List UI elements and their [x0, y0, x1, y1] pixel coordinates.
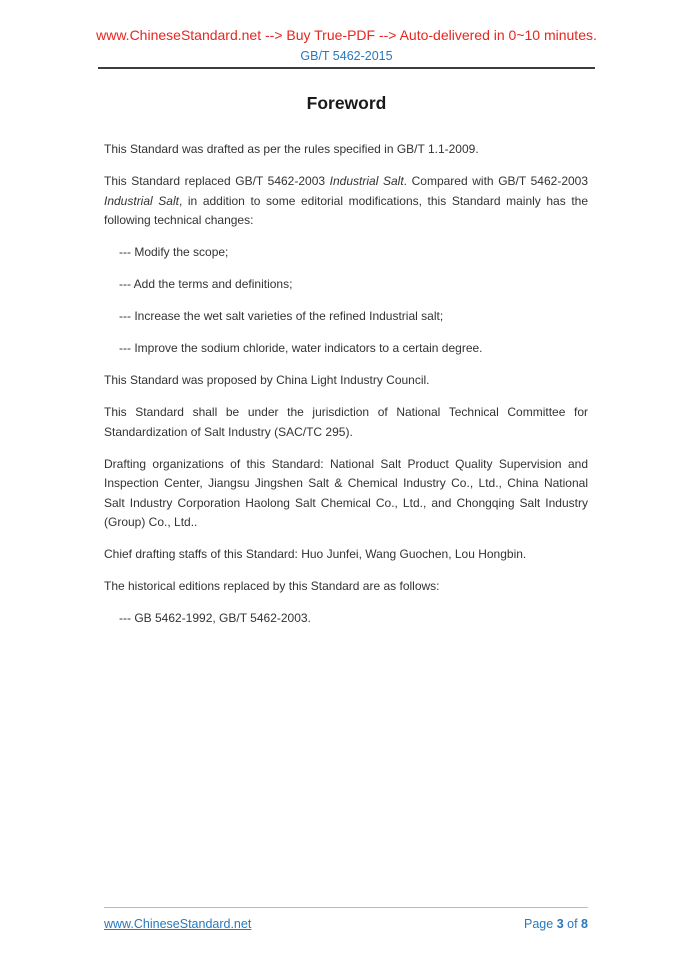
paragraph-chief-staff: Chief drafting staffs of this Standard: Huo Junfei, Wang Guochen, Lou Hongbin. [104, 547, 527, 561]
header-divider [98, 67, 595, 69]
italic-standard-name: Industrial Salt [104, 193, 179, 208]
paragraph-replaced [104, 172, 588, 231]
footer-site-link[interactable]: www.ChineseStandard.net [104, 917, 252, 931]
paragraph-replaced-seg3: , in addition to some editorial modifications, this Standard mainly has the following technical changes: [104, 193, 588, 227]
paragraph-proposed: This Standard was proposed by China Light Industry Council. [104, 373, 430, 387]
change-list-item: --- Add the terms and definitions; [119, 277, 293, 291]
paragraph-replaced-seg1: This Standard replaced GB/T 5462-2003 [104, 174, 330, 188]
paragraph-drafted: This Standard was drafted as per the rules specified in GB/T 1.1-2009. [104, 142, 479, 156]
page-title: Foreword [306, 93, 387, 113]
paragraph-drafting-orgs: Drafting organizations of this Standard: National Salt Product Quality Supervision and Inspection Center, Jiangsu Jingshen Salt & Chemical Industry Co., Ltd., China National Salt Industry Corporation Haolong Salt Chemical Co., Ltd., and Chongqing Salt Industry (Group) Co., Ltd.. [104, 456, 588, 529]
page-indicator-current: 3 [556, 917, 564, 931]
standard-number: GB/T 5462-2015 [300, 49, 393, 63]
page-indicator-label: Page [524, 917, 554, 931]
empty-space [0, 641, 693, 907]
page-indicator-of: of [567, 917, 578, 931]
page-indicator [524, 917, 588, 932]
history-list-item: --- GB 5462-1992, GB/T 5462-2003. [119, 611, 311, 625]
document-body [0, 114, 693, 641]
paragraph-replaced-seg2: . Compared with GB/T 5462-2003 [403, 174, 589, 188]
page-indicator-total: 8 [581, 917, 588, 931]
paragraph-jurisdiction: This Standard shall be under the jurisdiction of National Technical Committee for Standardization of Salt Industry (SAC/TC 295). [104, 405, 588, 439]
change-list-item: --- Improve the sodium chloride, water indicators to a certain degree. [119, 341, 483, 355]
paragraph-historical: The historical editions replaced by this Standard are as follows: [104, 579, 440, 593]
italic-standard-name: Industrial Salt [329, 174, 404, 188]
change-list-item: --- Modify the scope; [119, 245, 229, 259]
promo-banner: www.ChineseStandard.net --> Buy True-PDF --> Auto-delivered in 0~10 minutes. [96, 27, 597, 43]
page-footer [104, 907, 588, 932]
change-list-item: --- Increase the wet salt varieties of the refined Industrial salt; [119, 309, 444, 323]
